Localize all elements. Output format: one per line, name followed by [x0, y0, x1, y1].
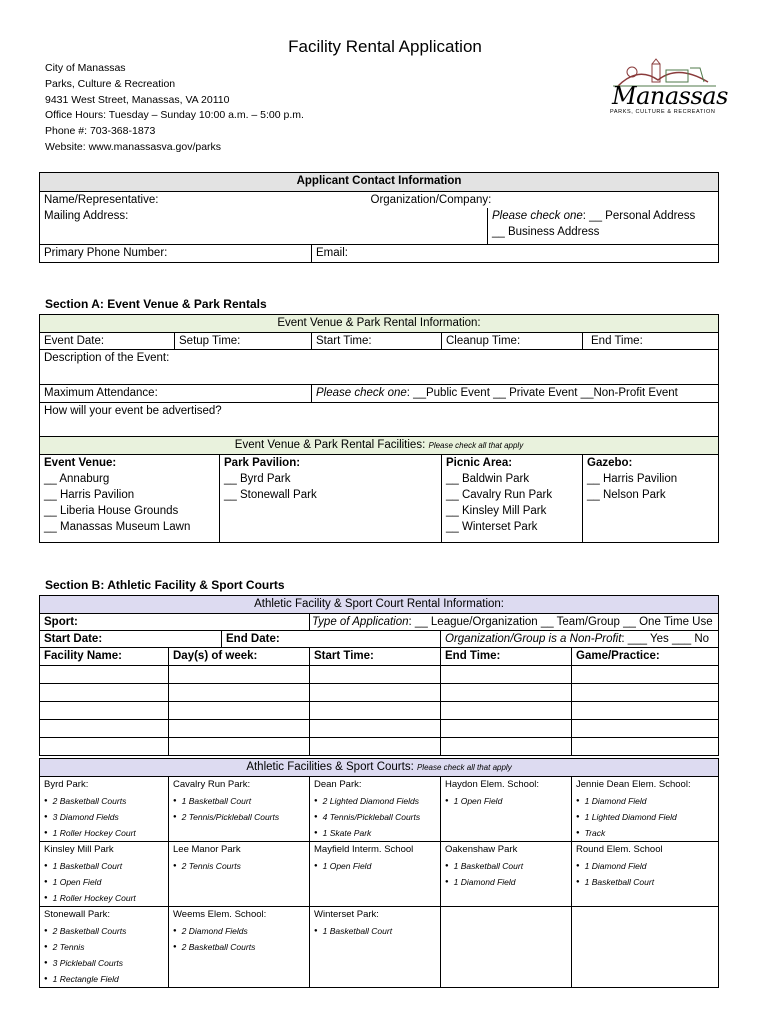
days-of-week-header: Day(s) of week: [169, 648, 310, 666]
court-amenity: ● 2 Basketball Courts [44, 923, 164, 939]
court-amenity: ● 2 Tennis [44, 939, 164, 955]
court-amenity: ● 2 Tennis/Pickleball Courts [173, 809, 305, 825]
court-amenity: ● 2 Basketball Courts [44, 793, 164, 809]
mailing-address-field[interactable]: Mailing Address: [40, 208, 488, 244]
court-facility-name: Mayfield Interm. School [314, 844, 414, 855]
table-row [40, 684, 719, 702]
court-amenity: ● 2 Lighted Diamond Fields [314, 793, 436, 809]
event-type-check[interactable]: Please check one: __Public Event __ Private Event __Non-Profit Event [312, 385, 719, 403]
checkbox-option[interactable]: __ Byrd Park [224, 473, 291, 485]
court-facility-cell[interactable] [40, 842, 169, 907]
court-amenity: ● 1 Rectangle Field [44, 971, 164, 987]
court-amenity: ● 4 Tennis/Pickleball Courts [314, 809, 436, 825]
court-facility-cell[interactable] [441, 777, 572, 842]
court-amenity: ● 1 Lighted Diamond Field [576, 809, 714, 825]
gazebo-column[interactable]: Gazebo: __ Harris Pavilion __ Nelson Park [583, 455, 719, 543]
court-facility-name: Oakenshaw Park [445, 844, 518, 855]
court-facility-name: Byrd Park: [44, 779, 89, 790]
checkbox-option[interactable]: __ Winterset Park [446, 521, 538, 533]
courts-row [40, 907, 719, 988]
event-description-field[interactable]: Description of the Event: [40, 350, 719, 385]
court-facility-name: Lee Manor Park [173, 844, 241, 855]
court-facility-cell[interactable] [572, 907, 719, 988]
contact-heading: Applicant Contact Information [40, 173, 719, 192]
court-facility-name: Winterset Park: [314, 909, 379, 920]
email-field[interactable]: Email: [312, 244, 719, 262]
court-facility-name: Stonewall Park: [44, 909, 111, 920]
checkbox-option[interactable]: __ Nelson Park [587, 489, 666, 501]
facilities-heading: Event Venue & Park Rental Facilities: Please check all that apply [40, 437, 719, 455]
court-amenity: ● 3 Pickleball Courts [44, 955, 164, 971]
address-type-check[interactable]: Please check one: __ Personal Address __ Business Address [488, 208, 719, 244]
checkbox-option[interactable]: __ Baldwin Park [446, 473, 530, 485]
sport-field[interactable]: Sport: [40, 614, 310, 631]
organization-field-label: Organization/Company: [370, 194, 492, 206]
court-amenity: ● 2 Diamond Fields [173, 923, 305, 939]
court-amenity: ● 1 Skate Park [314, 825, 436, 841]
court-amenity: ● 3 Diamond Fields [44, 809, 164, 825]
checkbox-option[interactable]: __ Harris Pavilion [587, 473, 678, 485]
sport-courts-table [39, 758, 719, 988]
end-time-field[interactable]: End Time: [583, 333, 719, 350]
court-facility-name: Round Elem. School [576, 844, 663, 855]
park-pavilion-column[interactable]: Park Pavilion: __ Byrd Park __ Stonewall Park [220, 455, 442, 543]
checkbox-option[interactable]: __ Kinsley Mill Park [446, 505, 547, 517]
event-info-heading: Event Venue & Park Rental Information: [40, 315, 719, 333]
checkbox-option[interactable]: __ Stonewall Park [224, 489, 317, 501]
primary-phone-field[interactable]: Primary Phone Number: [40, 244, 312, 262]
table-row [40, 666, 719, 684]
checkbox-option[interactable]: __ Manassas Museum Lawn [44, 521, 191, 533]
start-time-field[interactable]: Start Time: [312, 333, 442, 350]
end-time-header: End Time: [441, 648, 572, 666]
court-amenity: ● 1 Basketball Court [445, 858, 567, 874]
court-amenity: ● 1 Open Field [314, 858, 436, 874]
name-field-label: Name/Representative: [44, 194, 159, 206]
court-facility-cell[interactable] [441, 907, 572, 988]
page-title: Facility Rental Application [288, 37, 482, 56]
court-amenity: ● 1 Roller Hockey Court [44, 825, 164, 841]
nonprofit-check[interactable]: Organization/Group is a Non-Profit: ___ Yes ___ No [441, 631, 719, 648]
court-facility-name: Weems Elem. School: [173, 909, 267, 920]
checkbox-option[interactable]: __ Liberia House Grounds [44, 505, 179, 517]
court-amenity: ● 1 Basketball Court [173, 793, 305, 809]
court-facility-cell[interactable] [441, 842, 572, 907]
court-facility-cell[interactable] [572, 777, 719, 842]
applicant-contact-table [39, 172, 719, 263]
court-amenity: ● 1 Diamond Field [576, 793, 714, 809]
section-a-title: Section A: Event Venue & Park Rentals [45, 297, 267, 311]
organization-address: City of Manassas Parks, Culture & Recreation 9431 West Street, Manassas, VA 20110 Office Hours: Tuesday – Sunday 10:00 a.m. – 5:00 p.m. Phone #: 703-368-1873 Website: www.manassasva.gov/parks [45, 62, 304, 153]
checkbox-option[interactable]: __ Cavalry Run Park [446, 489, 553, 501]
court-amenity: ● Track [576, 825, 714, 841]
event-venue-column[interactable]: Event Venue: __ Annaburg __ Harris Pavilion __ Liberia House Grounds __ Manassas Museum Lawn [40, 455, 220, 543]
court-facility-cell[interactable] [310, 777, 441, 842]
court-amenity: ● 1 Basketball Court [576, 874, 714, 890]
facility-name-header: Facility Name: [40, 648, 169, 666]
courts-row [40, 777, 719, 842]
end-date-field[interactable]: End Date: [222, 631, 441, 648]
checkbox-option[interactable]: __ Annaburg [44, 473, 110, 485]
court-facility-cell[interactable] [572, 842, 719, 907]
max-attendance-field[interactable]: Maximum Attendance: [40, 385, 312, 403]
court-amenity: ● 1 Diamond Field [576, 858, 714, 874]
court-amenity: ● 2 Tennis Courts [173, 858, 305, 874]
court-facility-name: Cavalry Run Park: [173, 779, 251, 790]
game-practice-header: Game/Practice: [572, 648, 719, 666]
table-row [40, 720, 719, 738]
court-amenity: ● 1 Basketball Court [44, 858, 164, 874]
court-facility-cell[interactable] [310, 907, 441, 988]
court-facility-name: Dean Park: [314, 779, 362, 790]
section-b-table [39, 595, 719, 756]
picnic-area-column[interactable]: Picnic Area: __ Baldwin Park __ Cavalry Run Park __ Kinsley Mill Park __ Winterset Park [442, 455, 583, 543]
court-amenity: ● 1 Roller Hockey Court [44, 890, 164, 906]
court-facility-cell[interactable] [310, 842, 441, 907]
manassas-logo: Manassas PARKS, CULTURE & RECREATION [608, 58, 720, 118]
court-facility-name: Haydon Elem. School: [445, 779, 539, 790]
section-b-title: Section B: Athletic Facility & Sport Courts [45, 578, 285, 592]
application-type-check[interactable]: Type of Application: __ League/Organization __ Team/Group __ One Time Use [310, 614, 719, 631]
court-amenity: ● 1 Basketball Court [314, 923, 436, 939]
court-facility-cell[interactable] [169, 907, 310, 988]
checkbox-option[interactable]: __ Harris Pavilion [44, 489, 135, 501]
court-amenity: ● 1 Open Field [445, 793, 567, 809]
athletic-info-heading: Athletic Facility & Sport Court Rental Information: [40, 596, 719, 614]
court-facility-name: Jennie Dean Elem. School: [576, 779, 691, 790]
court-facility-cell[interactable] [169, 842, 310, 907]
courts-heading: Athletic Facilities & Sport Courts: Please check all that apply [40, 759, 719, 777]
cleanup-time-field[interactable]: Cleanup Time: [442, 333, 583, 350]
event-date-field[interactable]: Event Date: [40, 333, 175, 350]
courts-row [40, 842, 719, 907]
court-facility-cell[interactable] [169, 777, 310, 842]
table-row [40, 738, 719, 756]
court-amenity: ● 2 Basketball Courts [173, 939, 305, 955]
name-organization-row[interactable] [40, 192, 719, 209]
court-amenity: ● 1 Open Field [44, 874, 164, 890]
court-amenity: ● 1 Diamond Field [445, 874, 567, 890]
start-time-header: Start Time: [310, 648, 441, 666]
court-facility-name: Kinsley Mill Park [44, 844, 114, 855]
section-a-table [39, 314, 719, 543]
court-facility-cell[interactable] [40, 777, 169, 842]
court-facility-cell[interactable] [40, 907, 169, 988]
setup-time-field[interactable]: Setup Time: [175, 333, 312, 350]
advertising-field[interactable]: How will your event be advertised? [40, 403, 719, 437]
table-row [40, 702, 719, 720]
start-date-field[interactable]: Start Date: [40, 631, 222, 648]
